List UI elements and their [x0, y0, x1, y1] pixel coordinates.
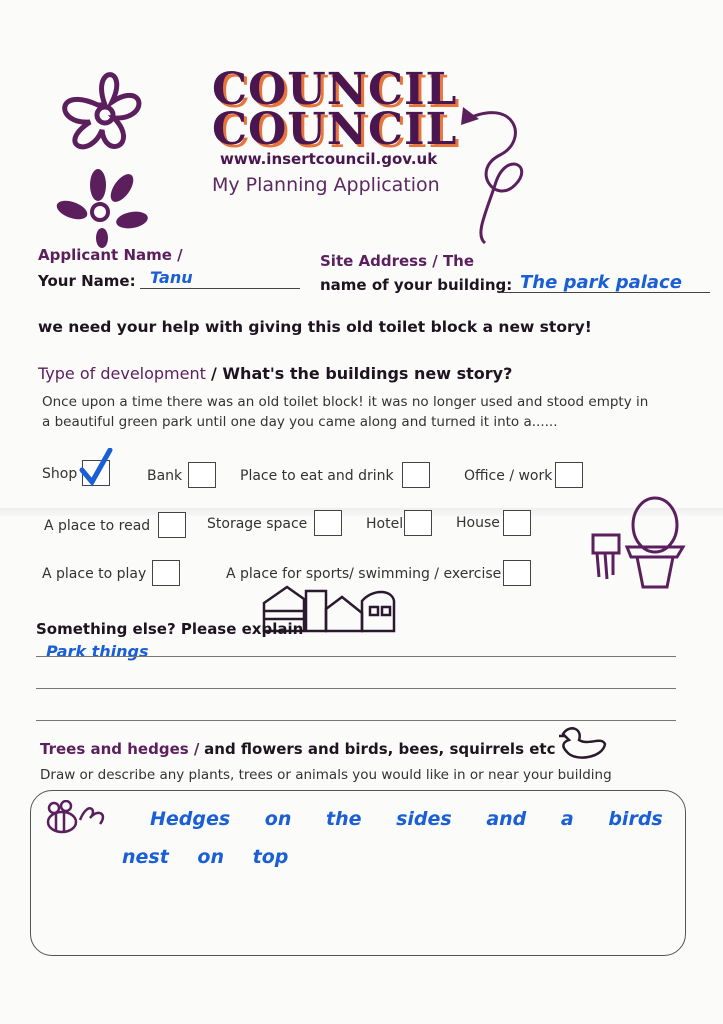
name-underline — [140, 288, 300, 289]
bird-doodle-icon — [555, 724, 610, 764]
nature-answer-line1[interactable]: Hedges on the sides and a birds — [150, 808, 663, 830]
building-name-label: name of your building: — [320, 276, 513, 294]
nature-answer-line2[interactable]: nest on top — [122, 846, 289, 868]
explain-line-2 — [36, 688, 676, 689]
toilet-doodle-icon — [585, 495, 690, 595]
council-title-line1: COUNCIL — [212, 64, 458, 115]
option-play-checkbox[interactable] — [152, 560, 180, 586]
squiggle-arrow-icon — [455, 95, 535, 245]
site-address-value[interactable]: The park palace — [520, 272, 682, 293]
nature-heading-detail: and flowers and birds, bees, squirrels etc — [204, 740, 556, 758]
explain-line-1 — [36, 656, 676, 657]
nature-heading — [40, 740, 555, 758]
development-description-line2: a beautiful green park until one day you came along and turned it into a...... — [42, 414, 558, 430]
option-office-checkbox[interactable] — [555, 462, 583, 488]
intro-text: we need your help with giving this old toilet block a new story! — [38, 318, 592, 336]
option-storage-label: Storage space — [207, 516, 308, 532]
option-house-label: House — [456, 515, 500, 531]
nature-description: Draw or describe any plants, trees or animals you would like in or near your building — [40, 767, 612, 783]
option-house-checkbox[interactable] — [503, 510, 531, 536]
development-heading-title: Type of development — [38, 364, 206, 383]
form-subtitle: My Planning Application — [212, 174, 440, 196]
option-hotel-label: Hotel — [366, 516, 404, 532]
option-play-label: A place to play — [42, 566, 147, 582]
site-address-label: Site Address / The — [320, 252, 475, 270]
option-read-checkbox[interactable] — [158, 512, 186, 538]
council-title-line2: COUNCIL — [212, 104, 458, 155]
option-office-label: Office / work — [464, 468, 553, 484]
something-else-label: Something else? Please explain — [36, 620, 304, 638]
option-hotel-checkbox[interactable] — [404, 510, 432, 536]
option-storage-checkbox[interactable] — [314, 510, 342, 536]
applicant-name-value[interactable]: Tanu — [150, 268, 193, 287]
development-heading-question: / What's the buildings new story? — [210, 364, 513, 383]
option-shop-label: Shop — [42, 466, 78, 482]
option-sports-label: A place for sports/ swimming / exercise — [226, 566, 502, 582]
option-sports-checkbox[interactable] — [503, 560, 531, 586]
option-eat-drink-checkbox[interactable] — [402, 462, 430, 488]
flower-doodles-icon — [50, 60, 160, 250]
your-name-label: Your Name: — [38, 272, 136, 290]
option-read-label: A place to read — [44, 518, 151, 534]
option-eat-drink-label: Place to eat and drink — [240, 468, 394, 484]
council-website[interactable]: www.insertcouncil.gov.uk — [220, 150, 438, 168]
option-bank-label: Bank — [147, 468, 183, 484]
something-else-value[interactable]: Park things — [46, 642, 149, 661]
bee-doodle-icon — [40, 800, 110, 840]
nature-heading-title: Trees and hedges / — [40, 740, 200, 758]
development-heading — [38, 364, 512, 383]
checkmark-icon — [78, 448, 114, 488]
applicant-name-label: Applicant Name / — [38, 246, 183, 264]
development-description-line1: Once upon a time there was an old toilet block! it was no longer used and stood empty in — [42, 394, 649, 410]
explain-line-3 — [36, 720, 676, 721]
option-bank-checkbox[interactable] — [188, 462, 216, 488]
